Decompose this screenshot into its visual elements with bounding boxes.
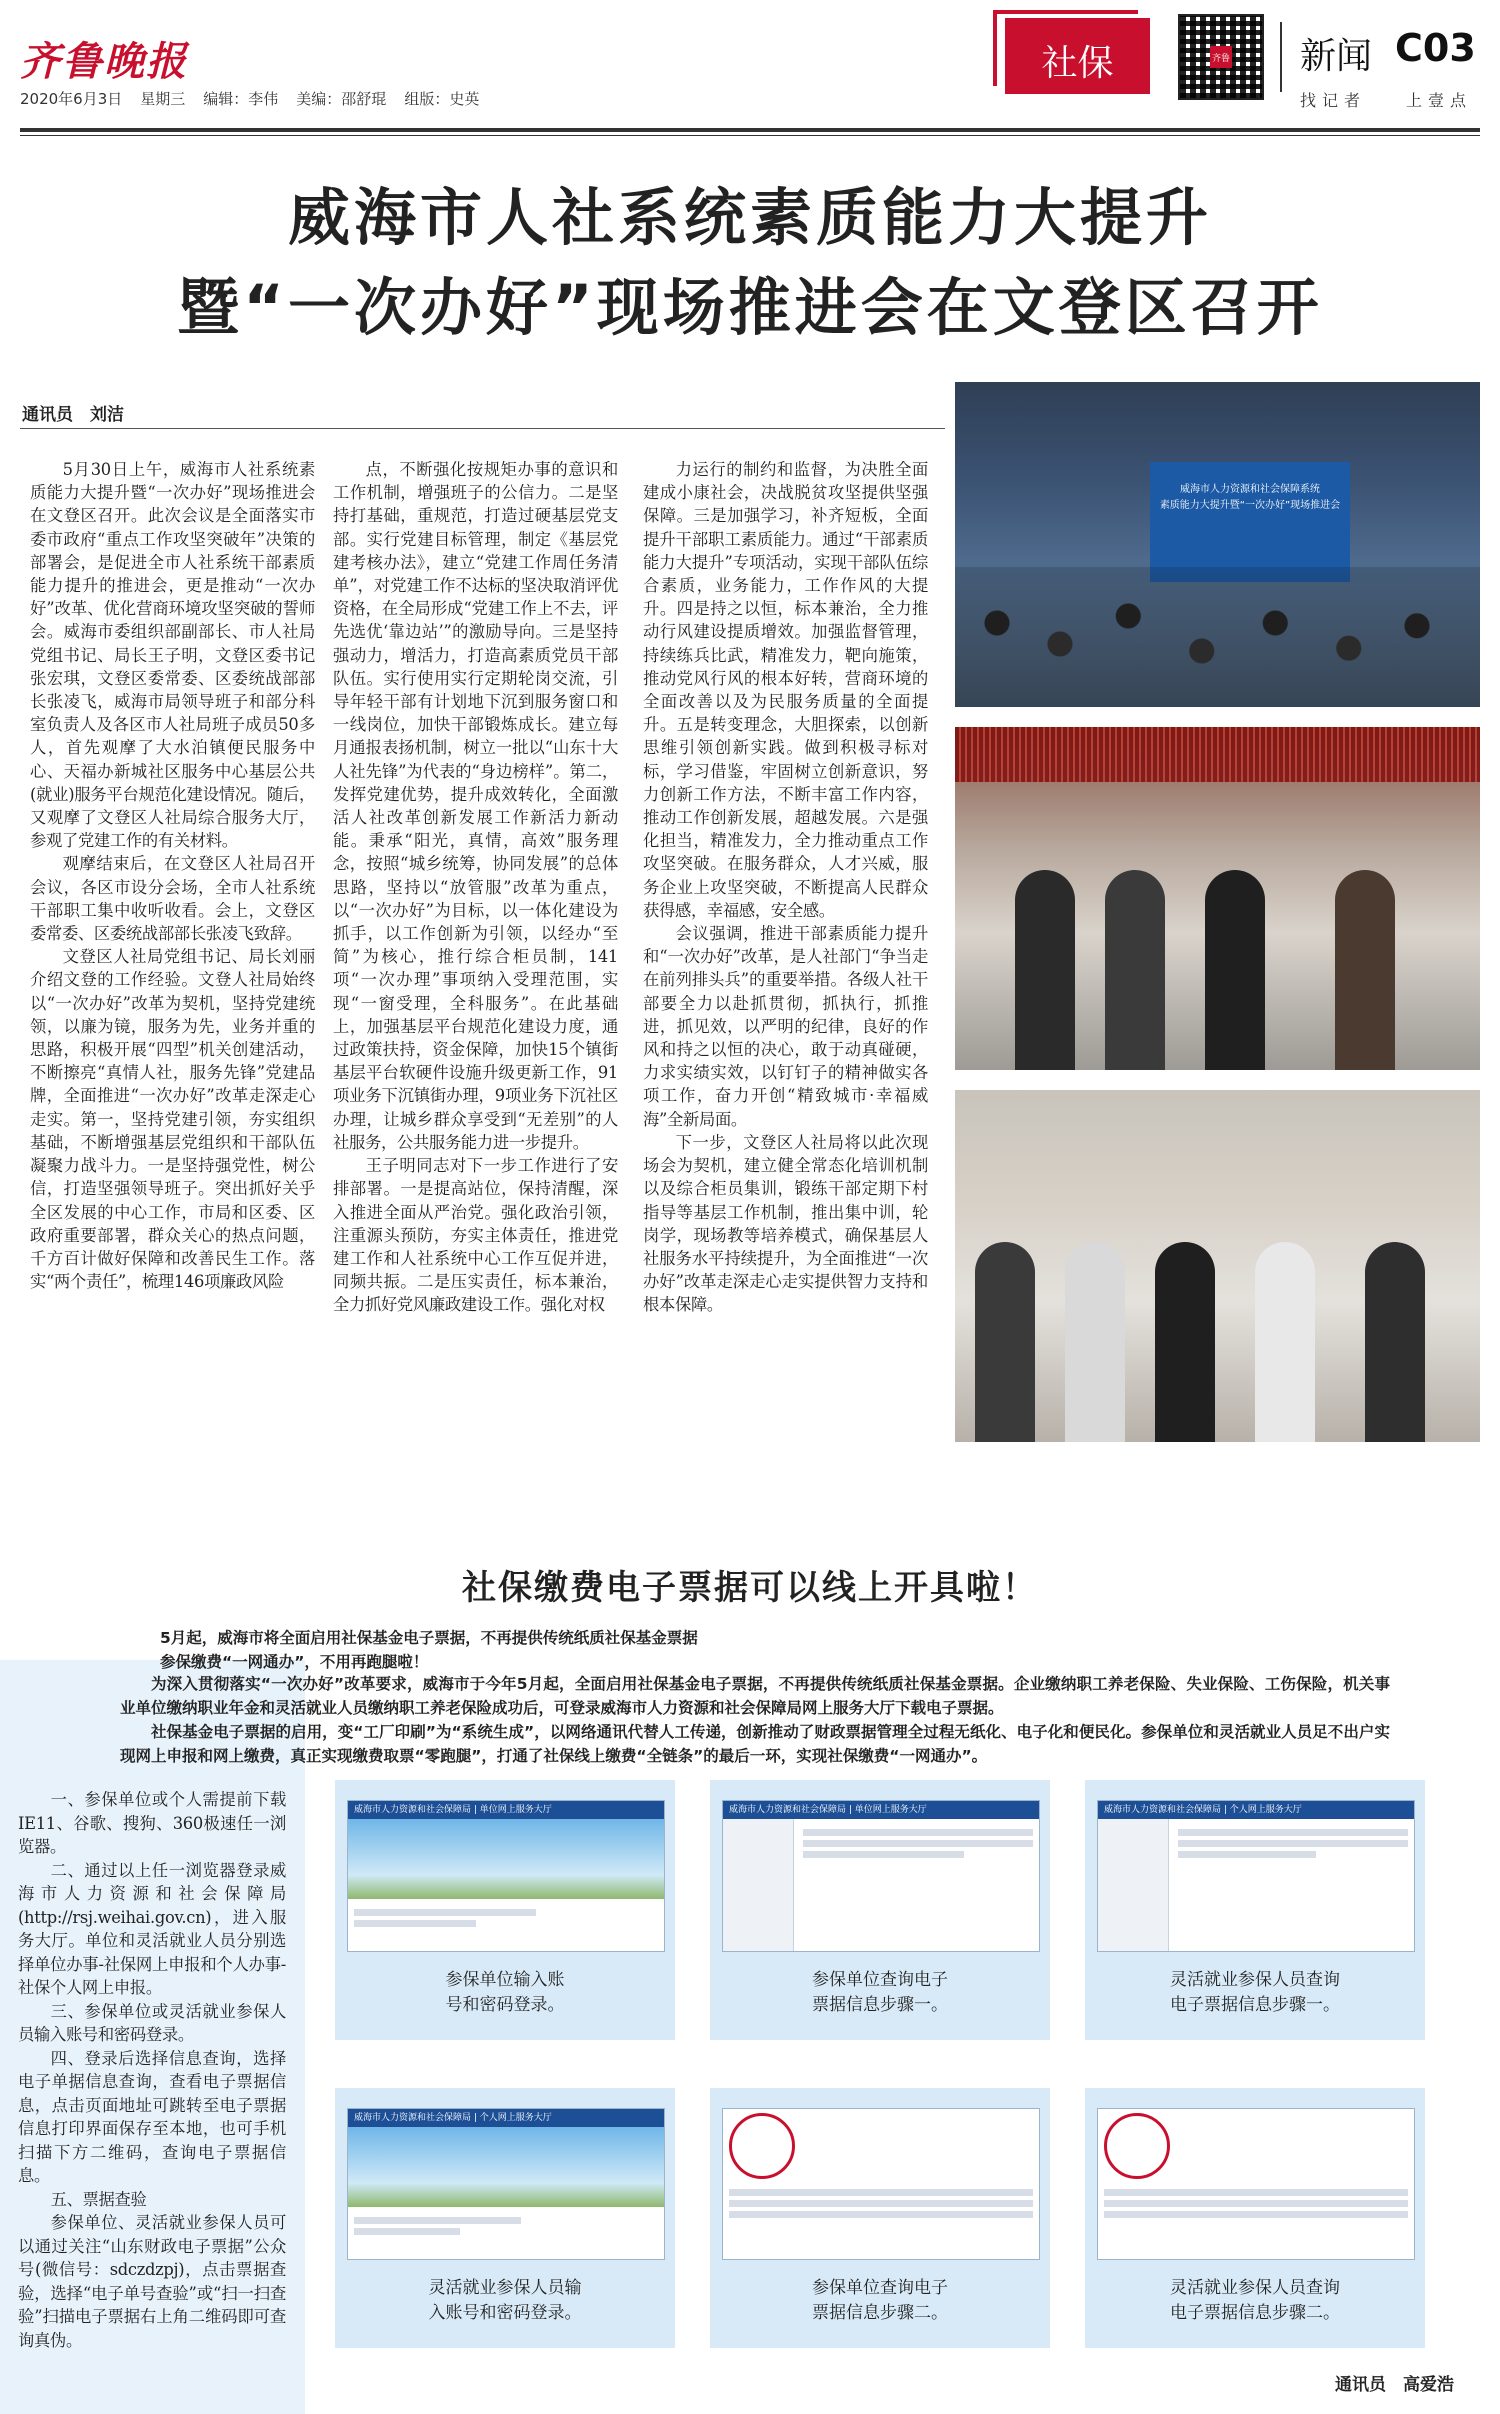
paragraph: 文登区人社局党组书记、局长刘丽介绍文登的工作经验。文登人社局始终以“一次办好”改革为契机，坚持党建统领，以廉为镜，服务为先，业务并重的思路，积极开展“四型”机关创建活动，不断擦亮“真情人社，服务先锋”党建品牌，全面推进“一次办好”改革走深走心走实。第一，坚持党建引领，夯实组织基础，不断增强基层党组织和干部队伍凝聚力战斗力。一是坚持强党性，树公信，打造坚强领导班子。突出抓好关乎全区发展的中心工作，市局和区委、区政府重要部署，群众关心的热点问题，千方百计做好保障和改善民生工作。落实“两个责任”，梳理146项廉政风险 — [30, 947, 315, 1292]
feature-intro — [120, 1672, 1390, 1768]
screenshot-card-unit-login — [335, 1780, 675, 2040]
step-item: 一、参保单位或个人需提前下载IE11、谷歌、搜狗、360极速任一浏览器。 — [18, 1790, 286, 1856]
screenshot-titlebar: 威海市人力资源和社会保障局 | 单位网上服务大厅 — [348, 1801, 664, 1819]
screenshot-banner — [348, 1819, 664, 1899]
screenshot-sidebar — [1098, 1819, 1169, 1951]
header-slogan — [1300, 88, 1472, 111]
card-caption — [335, 1968, 675, 2018]
screenshot-titlebar: 威海市人力资源和社会保障局 | 个人网上服务大厅 — [1098, 1801, 1414, 1819]
card-caption — [1085, 1968, 1425, 2018]
person-figure — [1105, 870, 1165, 1070]
photo-inspection-group — [955, 1090, 1480, 1442]
person-figure — [1365, 1242, 1425, 1442]
card-caption — [335, 2276, 675, 2326]
headline-line1: 威海市人社系统素质能力大提升 — [287, 181, 1212, 254]
header-rule-thin — [20, 135, 1480, 136]
paragraph: 会议强调，推进干部素质能力提升和“一次办好”改革，是人社部门“争当走在前列排头兵”的重要举措。各级人社干部要全力以赴抓贯彻，抓执行，抓推进，抓见效，以严明的纪律，良好的作风和持之以恒的决心，敢于动真碰硬，力求实绩实效，以钉钉子的精神做实各项工作，奋力开创“精致城市·幸福威海”全新局面。 — [643, 924, 928, 1129]
proofreader-credit: 组版：史英 — [404, 90, 480, 108]
article-column-3 — [643, 458, 928, 1317]
screenshot-card-person-login — [335, 2088, 675, 2348]
issue-date: 2020年6月3日 — [20, 90, 123, 108]
paragraph: 观摩结束后，在文登区人社局召开会议，各区市设分会场，全市人社系统干部职工集中收听收看。会上，文登区委常委、区委统战部部长张凌飞致辞。 — [30, 854, 315, 944]
screenshot-titlebar: 威海市人力资源和社会保障局 | 个人网上服务大厅 — [348, 2109, 664, 2127]
photo-meeting-hall — [955, 382, 1480, 707]
masthead-logo: 齐鲁晚报 — [20, 38, 188, 85]
step-item: 五、票据查验 — [50, 2189, 147, 2209]
article-column-1 — [30, 458, 315, 1293]
header-divider — [1280, 22, 1282, 92]
step-item: 参保单位、灵活就业参保人员可以通过关注“山东财政电子票据”公众号(微信号：sdczdzpj)，点击票据查验，选择“电子单号查验”或“扫一扫查验”扫描电子票据右上角二维码即可查询真伪。 — [18, 2213, 286, 2350]
caption-line: 电子票据信息步骤二。 — [1170, 2303, 1340, 2323]
person-figure — [975, 1242, 1035, 1442]
caption-line: 参保单位输入账 — [445, 1970, 565, 1990]
issue-meta — [20, 88, 479, 109]
caption-line: 票据信息步骤二。 — [812, 2303, 948, 2323]
seal-stamp-icon — [729, 2113, 795, 2179]
stage-screen — [1150, 462, 1350, 582]
stage-screen-line2: 素质能力大提升暨“一次办好”现场推进会 — [1159, 500, 1341, 511]
issue-weekday: 星期三 — [140, 90, 186, 108]
person-figure — [1015, 870, 1075, 1070]
audience — [955, 567, 1480, 707]
feature-subheads — [160, 1626, 1360, 1674]
caption-line: 参保单位查询电子 — [812, 2278, 948, 2298]
designer-credit: 美编：邵舒琨 — [296, 90, 387, 108]
page-number: C03 — [1395, 26, 1476, 70]
slogan-left: 找记者 — [1300, 91, 1367, 110]
screenshot-person-query-1 — [1097, 1800, 1415, 1952]
screenshot-titlebar: 威海市人力资源和社会保障局 | 单位网上服务大厅 — [723, 1801, 1039, 1819]
step-item: 四、登录后选择信息查询，选择电子单据信息查询，查看电子票据信息，点击页面地址可跳转至电子票据信息打印界面保存至本地，也可手机扫描下方二维码，查询电子票据信息。 — [18, 2048, 286, 2185]
caption-line: 票据信息步骤一。 — [812, 1995, 948, 2015]
byline-rule — [20, 428, 945, 429]
screenshot-person-login — [347, 2108, 665, 2260]
step-item: 二、通过以上任一浏览器登录威海市人力资源和社会保障局(http://rsj.weihai.gov.cn)，进入服务大厅。单位和灵活就业人员分别选择单位办事-社保网上申报和个人办事-社保个人网上申报。 — [18, 1860, 286, 1997]
paragraph: 为深入贯彻落实“一次办好”改革要求，威海市于今年5月起，全面启用社保基金电子票据，不再提供传统纸质社保基金票据。企业缴纳职工养老保险、失业保险、工伤保险，机关事业单位缴纳职业年金和灵活就业人员缴纳职工养老保险成功后，可登录威海市人力资源和社会保障局网上服务大厅下载电子票据。 — [120, 1675, 1390, 1717]
feature-title: 社保缴费电子票据可以线上开具啦！ — [462, 1568, 1038, 1608]
screenshot-unit-query-1 — [722, 1800, 1040, 1952]
led-ticker — [955, 727, 1480, 782]
caption-line: 参保单位查询电子 — [812, 1970, 948, 1990]
photo-service-hall-visit — [955, 727, 1480, 1070]
person-figure — [1205, 870, 1265, 1070]
caption-line: 灵活就业参保人员输 — [428, 2278, 582, 2298]
person-figure — [1065, 1242, 1125, 1442]
screenshot-card-unit-query-1 — [710, 1780, 1050, 2040]
paragraph: 力运行的制约和监督，为决胜全面建成小康社会，决战脱贫攻坚提供坚强保障。三是加强学习，补齐短板，全面提升干部职工素质能力。通过“干部素质能力大提升”专项活动，实现干部队伍综合素质，业务能力，工作作风的大提升。四是持之以恒，标本兼治，全力推动行风建设提质增效。加强监督管理，持续练兵比武，精准发力，靶向施策，推动党风行风的根本好转，营商环境的全面改善以及为民服务质量的全面提升。五是转变理念，大胆探索，以创新思维引领创新实践。做到积极寻标对标，学习借鉴，牢固树立创新意识，努力创新工作方法，不断丰富工作内容，推动工作创新发展，超越发展。六是强化担当，精准发力，全力推动重点工作攻坚突破。在服务群众，人才兴威，服务企业上攻坚突破，不断提高人民群众获得感，幸福感，安全感。 — [643, 460, 928, 920]
qr-center-badge: 齐鲁 — [1210, 46, 1232, 68]
qr-code-icon — [1178, 14, 1264, 100]
screenshot-card-unit-query-2 — [710, 2088, 1050, 2348]
screenshot-person-query-2 — [1097, 2108, 1415, 2260]
slogan-right: 上壹点 — [1406, 91, 1473, 110]
feature-subhead-2: 参保缴费“一网通办”，不用再跑腿啦！ — [160, 1653, 429, 1671]
caption-line: 灵活就业参保人员查询 — [1170, 2278, 1340, 2298]
feature-byline: 通讯员 高爱浩 — [1335, 2375, 1454, 2395]
headline-line2: 暨“一次办好”现场推进会在文登区召开 — [177, 271, 1323, 344]
paragraph: 社保基金电子票据的启用，变“工厂印刷”为“系统生成”，以网络通讯代替人工传递，创新推动了财政票据管理全过程无纸化、电子化和便民化。参保单位和灵活就业人员足不出户实现网上申报和网上缴费，真正实现缴费取票“零跑腿”，打通了社保线上缴费“全链条”的最后一环，实现社保缴费“一网通办”。 — [120, 1723, 1390, 1765]
caption-line: 号和密码登录。 — [445, 1995, 565, 2015]
screenshot-unit-query-2 — [722, 2108, 1040, 2260]
paragraph: 点，不断强化按规矩办事的意识和工作机制，增强班子的公信力。二是坚持打基础，重规范，打造过硬基层党支部。实行党建目标管理，制定《基层党建考核办法》，建立“党建工作周任务清单”，对党建工作不达标的坚决取消评优资格，在全局形成“党建工作上不去，评先选优‘靠边站’”的激励导向。三是坚持强动力，增活力，打造高素质党员干部队伍。实行使用实行定期轮岗交流，引导年轻干部有计划地下沉到服务窗口和一线岗位，加快干部锻炼成长。建立每月通报表扬机制，树立一批以“山东十大人社先锋”为代表的“身边榜样”。第二，发挥党建优势，提升成效转化，全面激活人社改革创新发展工作新活力新动能。秉承“阳光，真情，高效”服务理念，按照“城乡统筹，协同发展”的总体思路，坚持以“放管服”改革为重点，以“一次办好”为目标，以一体化建设为抓手，以工作创新为引领，以经办“至简”为核心，推行综合柜员制，141项“一次办理”事项纳入受理范围，实现“一窗受理，全科服务”。在此基础上，加强基层平台规范化建设力度，通过政策扶持，资金保障，加快15个镇街基层平台软硬件设施升级更新工作，91项业务下沉镇街办理，9项业务下沉社区办理，让城乡群众享受到“无差别”的人社服务，公共服务能力进一步提升。 — [333, 460, 618, 1152]
person-figure — [1255, 1242, 1315, 1442]
paragraph: 下一步，文登区人社局将以此次现场会为契机，建立健全常态化培训机制以及综合柜员集训，锻练干部定期下村指导等基层工作机制，推出集中训，轮岗学，现场教等培养模式，确保基层人社服务水平持续提升，为全面推进“一次办好”改革走深走心走实提供智力支持和根本保障。 — [643, 1132, 928, 1315]
section-tab: 社保 — [1005, 18, 1150, 94]
seal-stamp-icon — [1104, 2113, 1170, 2179]
person-figure — [1155, 1242, 1215, 1442]
paragraph: 5月30日上午，威海市人社系统素质能力大提升暨“一次办好”现场推进会在文登区召开。此次会议是全面落实市委市政府“重点工作攻坚突破年”决策的部署会，是促进全市人社系统干部素质能力提升的推进会，更是推动“一次办好”改革、优化营商环境攻坚突破的誓师会。威海市委组织部副部长、市人社局党组书记、局长王子明，文登区委书记张宏琪，文登区委常委、区委统战部部长张凌飞，威海市局领导班子和部分科室负责人及各区市人社局班子成员50多人，首先观摩了大水泊镇便民服务中心、天福办新城社区服务中心基层公共(就业)服务平台规范化建设情况。随后，又观摩了文登区人社局综合服务大厅，参观了党建工作的有关材料。 — [30, 460, 315, 851]
screenshot-card-person-query-1 — [1085, 1780, 1425, 2040]
header-rule-thick — [20, 128, 1480, 132]
caption-line: 电子票据信息步骤一。 — [1170, 1995, 1340, 2015]
screenshot-unit-login — [347, 1800, 665, 1952]
screenshot-banner — [348, 2127, 664, 2207]
editor-credit: 编辑：李伟 — [203, 90, 279, 108]
article-column-2 — [333, 458, 618, 1317]
steps-list — [18, 1788, 286, 2352]
screenshot-sidebar — [723, 1819, 794, 1951]
section-name: 新闻 — [1300, 36, 1373, 77]
caption-line: 入账号和密码登录。 — [428, 2303, 582, 2323]
person-figure — [1335, 870, 1395, 1070]
caption-line: 灵活就业参保人员查询 — [1170, 1970, 1340, 1990]
card-caption — [710, 2276, 1050, 2326]
paragraph: 王子明同志对下一步工作进行了安排部署。一是提高站位，保持清醒，深入推进全面从严治党。强化政治引领，注重源头预防，夯实主体责任，推进党建工作和人社系统中心工作互促并进，同频共振。二是压实责任，标本兼治，全力抓好党风廉政建设工作。强化对权 — [333, 1156, 618, 1315]
stage-screen-line1: 威海市人力资源和社会保障系统 — [1180, 484, 1320, 495]
card-caption — [1085, 2276, 1425, 2326]
card-caption — [710, 1968, 1050, 2018]
screenshot-card-person-query-2 — [1085, 2088, 1425, 2348]
feature-subhead-1: 5月起，威海市将全面启用社保基金电子票据，不再提供传统纸质社保基金票据 — [160, 1629, 698, 1647]
article-byline: 通讯员 刘洁 — [22, 405, 124, 425]
step-item: 三、参保单位或灵活就业参保人员输入账号和密码登录。 — [18, 2001, 286, 2044]
